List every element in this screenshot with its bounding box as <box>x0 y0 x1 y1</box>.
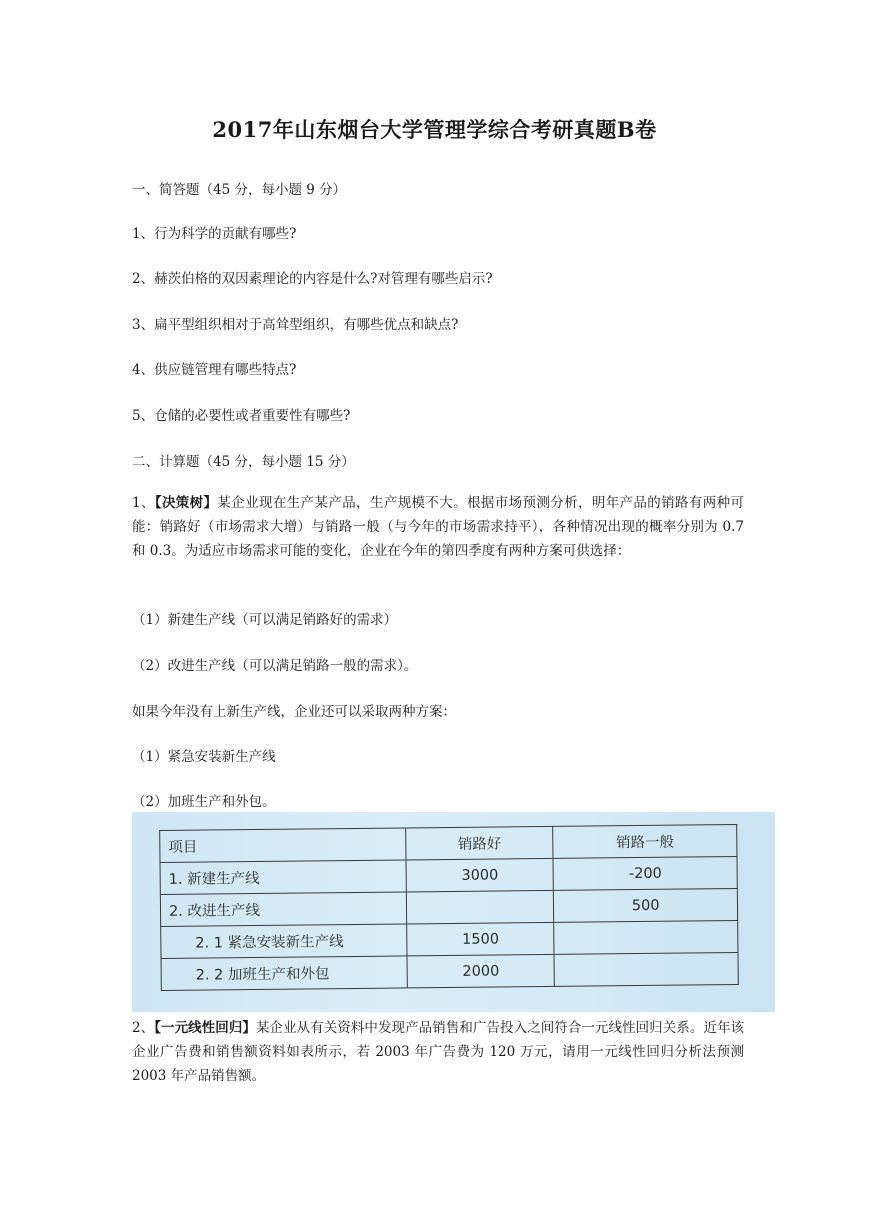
table-cell: 2. 2 加班生产和外包 <box>161 956 407 991</box>
table-row <box>161 952 738 990</box>
page-title: 2017年山东烟台大学管理学综合考研真题B卷 <box>212 117 657 142</box>
table-cell: 2. 改进生产线 <box>160 892 406 927</box>
table-photo <box>132 812 775 1012</box>
table-header-cell: 项目 <box>160 828 406 863</box>
question-tag: 【一元线性回归】 <box>154 1020 256 1036</box>
table-cell: 2000 <box>407 954 555 988</box>
table-cell: -200 <box>553 856 737 890</box>
paragraph: 如果今年没有上新生产线，企业还可以采取两种方案： <box>132 704 456 720</box>
payoff-table <box>159 824 739 991</box>
table-header-cell: 销路一般 <box>553 824 737 858</box>
table-cell: 1. 新建生产线 <box>160 860 406 895</box>
table-cell: 3000 <box>406 858 554 892</box>
table-cell: 2. 1 紧急安装新生产线 <box>161 924 407 959</box>
calc-question-2: 2、【一元线性回归】某企业从有关资料中发现产品销售和广告投入之间符合一元线性回归关系。近年该企业广告费和销售额资料如表所示，若 2003 年广告费为 120 万元，请用一元线性回归分析法预测 2003 年产品销售额。 <box>132 1020 745 1084</box>
table-cell <box>554 920 738 954</box>
question-4: 4、供应链管理有哪些特点? <box>132 362 297 378</box>
section-heading: 二、计算题（45 分，每小题 15 分） <box>132 454 355 470</box>
question-2: 2、赫茨伯格的双因素理论的内容是什么?对管理有哪些启示? <box>132 271 493 287</box>
table-cell <box>406 890 554 924</box>
question-5: 5、仓储的必要性或者重要性有哪些? <box>132 408 351 424</box>
option-item: （2）改进生产线（可以满足销路一般的需求）。 <box>132 658 418 674</box>
option-item: （2）加班生产和外包。 <box>132 794 276 810</box>
table-header-cell: 销路好 <box>406 826 554 860</box>
table-cell: 1500 <box>407 922 555 956</box>
table-cell <box>554 952 738 986</box>
question-1: 1、行为科学的贡献有哪些? <box>132 226 297 242</box>
question-3: 3、扁平型组织相对于高耸型组织，有哪些优点和缺点? <box>132 317 459 333</box>
calc-question-1: 1、【决策树】某企业现在生产某产品，生产规模不大。根据市场预测分析，明年产品的销路有两种可能：销路好（市场需求大增）与销路一般（与今年的市场需求持平），各种情况出现的概率分别为 0.7 和 0.3。为适应市场需求可能的变化，企业在今年的第四季度有两种方案可供选择： <box>132 495 745 559</box>
section-heading: 一、简答题（45 分，每小题 9 分） <box>132 182 347 198</box>
option-item: （1）新建生产线（可以满足销路好的需求） <box>132 612 398 628</box>
option-item: （1）紧急安装新生产线 <box>132 749 276 765</box>
table-cell: 500 <box>554 888 738 922</box>
question-tag: 【决策树】 <box>154 495 218 511</box>
